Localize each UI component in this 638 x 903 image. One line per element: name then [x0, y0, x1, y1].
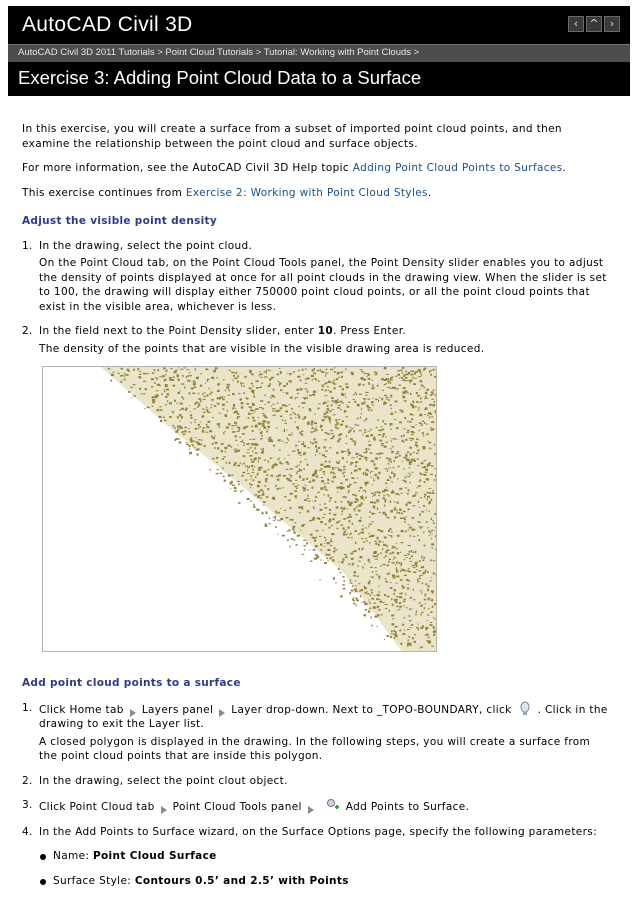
ribbon-arrow-icon	[216, 705, 228, 717]
ribbon-arrow-icon	[158, 802, 170, 814]
step-detail: The density of the points that are visible in the visible drawing area is reduced.	[39, 342, 485, 355]
point-cloud-image	[43, 367, 437, 652]
step-part-b: Layers panel	[141, 703, 214, 716]
step-text: In the drawing, select the point cloud.	[39, 239, 253, 252]
step-2-enter-density	[22, 324, 612, 356]
param-label: Surface Style:	[53, 874, 135, 887]
step-4-wizard	[22, 825, 612, 840]
continues-paragraph	[22, 186, 612, 201]
list-item	[37, 874, 612, 889]
step-number: 1.	[22, 239, 33, 252]
point-cloud-figure	[42, 366, 437, 652]
density-value: 10	[317, 325, 333, 337]
step-1-layer	[22, 701, 612, 764]
param-label: Name:	[53, 850, 93, 862]
step-number: 2.	[22, 774, 33, 787]
continues-suffix: .	[427, 186, 432, 199]
param-value: Point Cloud Surface	[92, 850, 217, 862]
article-body	[22, 122, 612, 898]
section-heading-density: Adjust the visible point density	[22, 215, 218, 227]
exercise-2-link[interactable]: Exercise 2: Working with Point Cloud Styles	[185, 186, 428, 199]
help-topic-link[interactable]: Adding Point Cloud Points to Surfaces	[352, 162, 563, 174]
parameter-list	[22, 849, 612, 888]
bullet-dot	[40, 854, 46, 860]
step-number: 1.	[22, 701, 33, 714]
chevron-up-icon[interactable]: ^	[586, 16, 602, 32]
chevron-left-icon[interactable]: ‹	[568, 16, 584, 32]
step-part-a: Click Home tab	[39, 703, 124, 716]
step-part-c: Layer drop-down. Next to _TOPO-BOUNDARY, click	[231, 703, 512, 716]
step-number: 3.	[22, 799, 33, 811]
intro-paragraph: In this exercise, you will create a surface from a subset of imported point cloud points, and then examine the relationship between the point cloud and surface objects.	[22, 123, 562, 150]
bullet-dot	[40, 879, 46, 885]
lightbulb-icon	[518, 701, 532, 717]
step-text	[39, 324, 612, 339]
step-part-b: Point Cloud Tools panel	[172, 801, 302, 813]
step-detail: On the Point Cloud tab, on the Point Cloud Tools panel, the Point Density slider enables you to adjust the density of points displayed at once for all point clouds in the drawing view. When the slider is set to 100, the drawing will display either 750000 point cloud points, or all the point cloud points that exist in the visible area, whichever is less.	[39, 257, 607, 313]
breadcrumb-text[interactable]: AutoCAD Civil 3D 2011 Tutorials > Point Cloud Tutorials > Tutorial: Working with Point Clouds >	[18, 47, 420, 58]
section-heading-add-points: Add point cloud points to a surface	[22, 677, 241, 689]
step-number: 2.	[22, 325, 33, 337]
step-text: In the drawing, select the point clout object.	[39, 774, 288, 787]
ribbon-arrow-icon	[127, 705, 139, 717]
more-info-prefix: For more information, see the AutoCAD Civil 3D Help topic	[22, 162, 353, 174]
step-number: 4.	[22, 825, 33, 838]
add-points-icon	[326, 798, 340, 814]
step-3-add-points	[22, 798, 612, 815]
step-1-select-cloud	[22, 239, 612, 315]
step-text	[39, 701, 612, 732]
param-value: Contours 0.5’ and 2.5’ with Points	[134, 874, 349, 887]
step-part-c: Add Points to Surface.	[345, 801, 470, 813]
step-text-b: . Press Enter.	[333, 325, 407, 337]
step-text: In the Add Points to Surface wizard, on the Surface Options page, specify the following parameters:	[39, 825, 597, 838]
ribbon-arrow-icon	[305, 802, 317, 814]
list-item	[37, 849, 612, 864]
app-brand: AutoCAD Civil 3D	[22, 13, 193, 36]
app-header	[8, 6, 630, 44]
page-title: Exercise 3: Adding Point Cloud Data to a Surface	[18, 67, 422, 88]
step-text-a: In the field next to the Point Density slider, enter	[39, 325, 318, 337]
breadcrumb	[8, 44, 630, 62]
step-part-d: . Click in the drawing to exit the Layer list.	[39, 703, 608, 730]
nav-buttons	[568, 16, 620, 32]
step-text	[39, 798, 612, 815]
continues-prefix: This exercise continues from	[22, 186, 186, 199]
more-info-suffix: .	[562, 162, 567, 174]
title-bar	[8, 62, 630, 96]
more-info-paragraph	[22, 161, 612, 176]
step-2-select-object	[22, 774, 612, 789]
step-detail: A closed polygon is displayed in the drawing. In the following steps, you will create a surface from the point cloud points that are inside this polygon.	[39, 735, 591, 762]
chevron-right-icon[interactable]: ›	[604, 16, 620, 32]
step-part-a: Click Point Cloud tab	[39, 801, 155, 813]
